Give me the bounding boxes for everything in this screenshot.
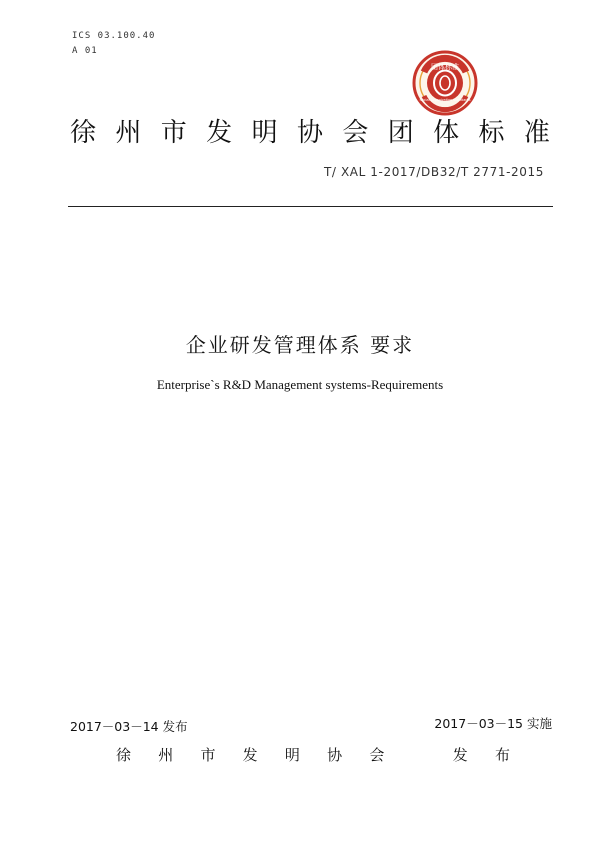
standard-number: T/ XAL 1-2017/DB32/T 2771-2015 bbox=[323, 165, 544, 179]
org-title-char: 发 bbox=[206, 118, 233, 148]
organization-standard-title bbox=[70, 112, 550, 149]
seal-top-text: 团体标准 bbox=[431, 63, 459, 71]
implementation-date: 2017－03－15 实施 bbox=[434, 716, 552, 731]
org-title-char: 体 bbox=[433, 118, 460, 148]
org-title-char: 市 bbox=[160, 118, 187, 148]
org-title-char: 团 bbox=[387, 118, 414, 148]
footer-org-char: 州 bbox=[158, 746, 174, 764]
ccs-code: A 01 bbox=[72, 46, 98, 56]
org-title-char: 州 bbox=[115, 118, 142, 148]
issue-date: 2017－03－14 发布 bbox=[70, 719, 188, 734]
footer-org-spacer bbox=[412, 744, 426, 765]
org-title-char: 徐 bbox=[70, 118, 97, 148]
seal-bottom-text: Social Organization Standards bbox=[419, 98, 471, 102]
header-divider bbox=[68, 206, 553, 207]
document-title-en: Enterprise`s R&D Management systems-Requirements bbox=[156, 377, 444, 392]
org-title-char: 明 bbox=[251, 118, 278, 148]
issuing-organization bbox=[116, 744, 510, 765]
ics-code: ICS 03.100.40 bbox=[72, 31, 156, 41]
footer-org-char: 明 bbox=[284, 746, 300, 764]
footer-org-char: 布 bbox=[494, 746, 510, 764]
org-title-char: 协 bbox=[296, 118, 323, 148]
organization-seal-icon bbox=[412, 50, 478, 116]
footer-org-char: 会 bbox=[369, 746, 385, 764]
org-title-char: 标 bbox=[478, 118, 505, 148]
footer-org-char: 协 bbox=[327, 746, 343, 764]
footer-org-char: 发 bbox=[452, 746, 468, 764]
footer-org-char: 发 bbox=[242, 746, 258, 764]
footer-org-char: 徐 bbox=[116, 746, 132, 764]
org-title-char: 会 bbox=[342, 118, 369, 148]
footer-org-char: 市 bbox=[200, 746, 216, 764]
document-title-cn: 企业研发管理体系 要求 bbox=[185, 333, 415, 357]
org-title-char: 准 bbox=[523, 118, 550, 148]
